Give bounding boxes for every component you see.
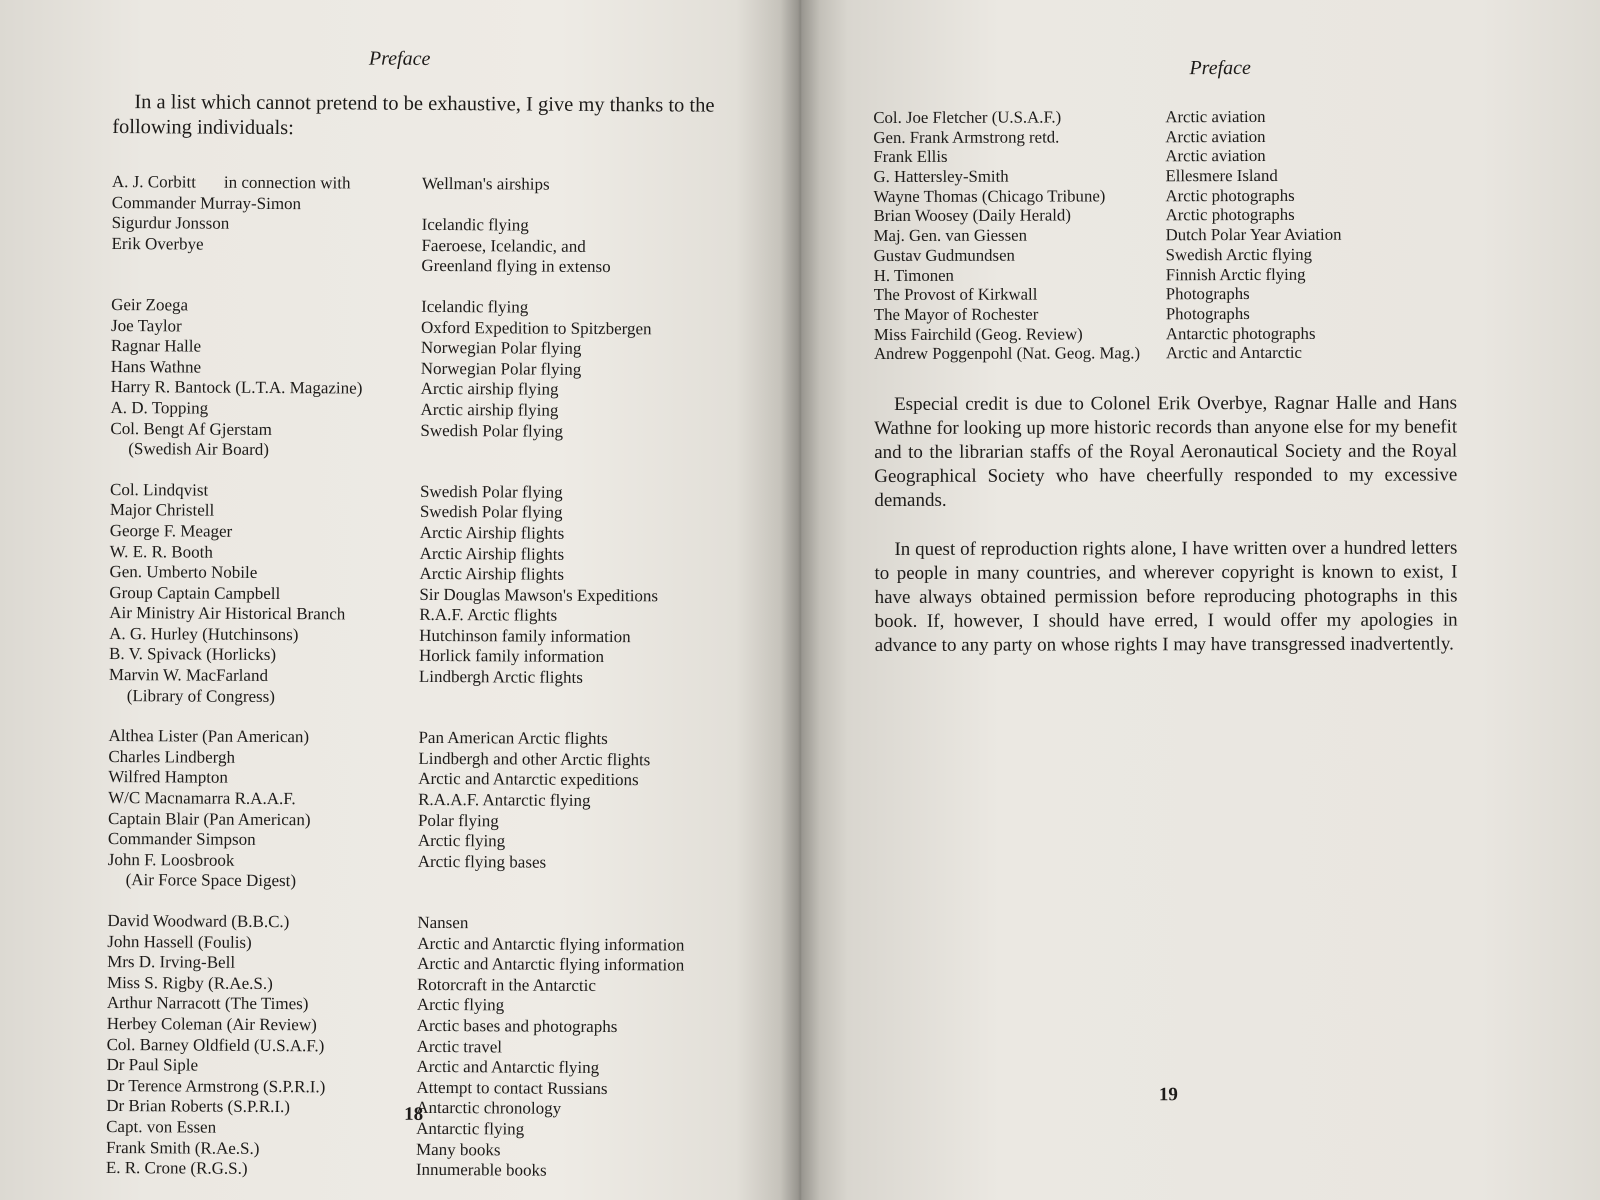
contribution-subject: Photographs	[1165, 284, 1250, 304]
contributor-name: Captain Blair (Pan American)	[107, 808, 311, 829]
running-head-left: Preface	[368, 47, 431, 70]
contribution-subject	[436, 872, 748, 894]
contributor-name: The Mayor of Rochester	[873, 304, 1039, 324]
contribution-subject: Photographs	[1165, 303, 1250, 324]
contribution-subject: Arctic and Antarctic flying information	[417, 954, 685, 975]
contributor-name: John Hassell (Foulis)	[107, 931, 252, 952]
contribution-subject: Nansen	[417, 912, 469, 933]
contribution-subject: Arctic aviation	[1165, 146, 1266, 166]
contributor-name: (Swedish Air Board)	[128, 439, 270, 460]
contribution-subject: Arctic and Antarctic flying information	[417, 933, 685, 955]
right-page	[800, 0, 1600, 1200]
list-item	[873, 165, 1473, 186]
contributor-name: Miss S. Rigby (R.Ae.S.)	[106, 972, 273, 993]
contributor-name: Capt. von Essen	[106, 1116, 217, 1137]
contribution-subject: Horlick family information	[418, 646, 605, 667]
list-item	[874, 205, 1474, 226]
contributor-name: H. Timonen	[873, 265, 954, 285]
contributor-name: Charles Lindbergh	[108, 746, 236, 767]
contribution-subject: Arctic flying bases	[417, 851, 547, 872]
contribution-subject: Oxford Expedition to Spitzbergen	[420, 317, 652, 338]
contribution-subject: Arctic aviation	[1165, 126, 1266, 146]
contributor-name: B. V. Spivack (Horlicks)	[108, 644, 277, 665]
contributor-name: Hans Wathne	[110, 356, 202, 377]
list-item	[874, 284, 1474, 305]
contributor-name: Geir Zoega	[111, 294, 189, 315]
contributor-name: A. D. Topping	[110, 397, 209, 418]
contribution-subject	[437, 688, 749, 710]
contributor-name: Col. Lindqvist	[109, 479, 209, 500]
contributor-name-text: A. J. Corbitt	[111, 171, 197, 192]
contributor-name: Dr Paul Siple	[106, 1055, 199, 1075]
contributor-name: Arthur Narracott (The Times)	[106, 993, 309, 1014]
contribution-subject: Rotorcraft in the Antarctic	[416, 974, 596, 995]
contribution-subject: Ellesmere Island	[1165, 166, 1278, 186]
contributor-name: Marvin W. MacFarland	[108, 665, 269, 686]
contribution-subject: R.A.F. Arctic flights	[419, 605, 558, 626]
contributor-name: W. E. R. Booth	[109, 541, 213, 562]
left-page-content	[105, 0, 753, 1180]
contribution-subject: Arctic airship flying	[420, 379, 559, 400]
list-item	[106, 1158, 746, 1183]
contribution-subject: Arctic flying	[416, 995, 505, 1015]
contribution-subject: Sir Douglas Mawson's Expeditions	[419, 584, 659, 606]
list-item	[108, 870, 748, 895]
contributor-name: Group Captain Campbell	[109, 582, 281, 603]
contribution-subject: Arctic Airship flights	[419, 522, 565, 543]
list-item	[874, 323, 1474, 344]
contribution-subject: Lindbergh and other Arctic flights	[418, 748, 651, 770]
contributor-name: Air Ministry Air Historical Branch	[109, 603, 346, 624]
contributor-name: Mrs D. Irving-Bell	[107, 952, 236, 972]
contribution-subject: Many books	[415, 1139, 501, 1159]
contribution-subject: Norwegian Polar flying	[420, 338, 582, 359]
contribution-subject: Hutchinson family information	[419, 625, 631, 647]
contributor-name: Andrew Poggenpohl (Nat. Geog. Mag.)	[873, 343, 1141, 364]
list-item	[873, 185, 1473, 206]
contributor-name: Sigurdur Jonsson	[111, 213, 230, 233]
contribution-subject: Innumerable books	[415, 1159, 547, 1180]
credit-paragraph: Especial credit is due to Colonel Erik Overbye, Ragnar Halle and Hans Wathne for looking up more historic records than anyone else for my benefit and to the librarian staffs of the Royal Aeronautical Society and the Royal Geographical Society who have cheerfully responded to my excessive demands.	[874, 392, 1458, 511]
contribution-subject: Antarctic photographs	[1165, 323, 1316, 343]
contribution-subject: Swedish Polar flying	[419, 481, 563, 502]
contribution-subject: Arctic Airship flights	[419, 543, 565, 564]
intro-paragraph: In a list which cannot pretend to be exhaustive, I give my thanks to the following individuals:	[112, 91, 715, 140]
contributor-name: George F. Meager	[109, 520, 233, 541]
contribution-subject: Lindbergh Arctic flights	[418, 666, 583, 687]
contribution-subject: Arctic and Antarctic	[1165, 343, 1303, 363]
contributor-name: E. R. Crone (R.G.S.)	[105, 1158, 248, 1178]
list-item	[873, 106, 1473, 127]
contribution-subject: Arctic airship flying	[420, 399, 559, 420]
contribution-subject: Swedish Arctic flying	[1165, 244, 1313, 265]
contribution-subject	[422, 194, 752, 217]
contributor-name: G. Hattersley-Smith	[873, 166, 1009, 187]
contributor-name: Erik Overbye	[111, 233, 204, 254]
list-item	[874, 225, 1474, 246]
contribution-subject: Polar flying	[417, 810, 499, 830]
contributor-name: Dr Brian Roberts (S.P.R.I.)	[106, 1096, 291, 1117]
list-item	[111, 254, 751, 279]
contributor-name: Miss Fairchild (Geog. Review)	[873, 324, 1083, 344]
contribution-subject: Icelandic flying	[421, 296, 529, 317]
contributor-name: Col. Barney Oldfield (U.S.A.F.)	[106, 1034, 325, 1055]
running-head-right: Preface	[1189, 57, 1251, 80]
contributor-name: John F. Loosbrook	[107, 849, 235, 870]
contributor-name: Major Christell	[109, 500, 215, 520]
contributor-name: Dr Terence Armstrong (S.P.R.I.)	[106, 1075, 326, 1097]
contributor-name: Maj. Gen. van Giessen	[873, 225, 1027, 246]
contributor-name: Frank Ellis	[873, 147, 948, 167]
contribution-subject: Pan American Arctic flights	[418, 728, 608, 749]
contributor-name: (Library of Congress)	[126, 685, 276, 706]
contributor-name: Commander Simpson	[107, 829, 256, 850]
contribution-subject: Antarctic chronology	[416, 1098, 562, 1119]
contribution-subject: Arctic travel	[416, 1036, 503, 1056]
list-item	[874, 303, 1474, 324]
contribution-subject: Wellman's airships	[421, 173, 550, 194]
contributor-name: Herbey Coleman (Air Review)	[106, 1013, 317, 1035]
contributor-name: Col. Joe Fletcher (U.S.A.F.)	[873, 107, 1062, 127]
list-item	[874, 244, 1474, 265]
contribution-subject: Arctic bases and photographs	[416, 1015, 618, 1037]
contributor-name: Gustav Gudmundsen	[873, 245, 1015, 265]
contributor-name: Wayne Thomas (Chicago Tribune)	[873, 186, 1106, 206]
contribution-subject: Arctic photographs	[1165, 185, 1295, 205]
contributor-name: (Air Force Space Digest)	[125, 870, 297, 891]
connector-text: in connection with	[223, 172, 351, 193]
contribution-subject: Icelandic flying	[421, 215, 529, 235]
contributor-name: W/C Macnamarra R.A.A.F.	[108, 788, 296, 809]
list-item	[873, 126, 1473, 147]
contributor-name	[111, 254, 421, 276]
contributor-name: Althea Lister (Pan American)	[108, 726, 310, 747]
contribution-subject	[438, 441, 750, 463]
list-item	[109, 686, 749, 711]
reproduction-rights-paragraph: In quest of reproduction rights alone, I have written over a hundred letters to people in many countries, and wherever copyright is known to exist, I have always obtained permission before reproducing photographs in this book. If, however, I should have erred, I would offer my apologies in advance to any party on whose rights I may have transgressed inadvertently.	[874, 537, 1458, 656]
acknowledgements-list	[106, 172, 752, 1183]
contribution-subject: Arctic flying	[417, 831, 506, 851]
contribution-subject: Arctic photographs	[1165, 205, 1295, 225]
contributor-name: Col. Bengt Af Gjerstam	[110, 418, 272, 439]
contribution-subject: Faeroese, Icelandic, and	[421, 235, 586, 256]
contributor-name: Frank Smith (R.Ae.S.)	[105, 1137, 260, 1158]
contributor-name: Gen. Umberto Nobile	[109, 562, 258, 582]
contribution-subject: Swedish Polar flying	[419, 502, 563, 523]
contributor-name: Joe Taylor	[110, 315, 182, 335]
list-item	[874, 264, 1474, 285]
contributor-name	[112, 172, 422, 194]
contribution-subject: R.A.A.F. Antarctic flying	[418, 789, 591, 810]
contribution-subject: Attempt to contact Russians	[416, 1077, 608, 1098]
contribution-subject: Norwegian Polar flying	[420, 358, 582, 379]
contributor-name: Brian Woosey (Daily Herald)	[873, 205, 1071, 226]
list-item	[874, 343, 1474, 364]
contributor-name: Wilfred Hampton	[108, 767, 229, 788]
contribution-subject: Greenland flying in extenso	[421, 256, 611, 277]
contributor-name: The Provost of Kirkwall	[873, 284, 1038, 305]
page-number-left: 18	[404, 1103, 424, 1125]
contributor-name: Ragnar Halle	[110, 336, 202, 356]
contributor-name: Commander Murray-Simon	[111, 192, 302, 213]
contribution-subject: Antarctic flying	[416, 1118, 525, 1139]
acknowledgements-list-continued	[873, 106, 1474, 364]
contribution-subject: Swedish Polar flying	[420, 420, 564, 441]
contribution-subject: Dutch Polar Year Aviation	[1165, 224, 1342, 245]
list-item	[110, 439, 750, 464]
contributor-name: A. G. Hurley (Hutchinsons)	[109, 623, 299, 645]
contribution-subject: Arctic aviation	[1165, 106, 1266, 127]
contributor-name: David Woodward (B.B.C.)	[107, 910, 290, 932]
contributor-name: Harry R. Bantock (L.T.A. Magazine)	[110, 377, 363, 398]
page-number-right: 19	[1158, 1084, 1178, 1106]
contribution-subject: Finnish Arctic flying	[1165, 264, 1306, 284]
contribution-subject: Arctic Airship flights	[419, 563, 565, 584]
contributor-name: Gen. Frank Armstrong retd.	[873, 127, 1060, 147]
contribution-subject: Arctic and Antarctic expeditions	[418, 769, 639, 790]
list-item	[873, 146, 1473, 167]
contribution-subject: Arctic and Antarctic flying	[416, 1057, 600, 1078]
